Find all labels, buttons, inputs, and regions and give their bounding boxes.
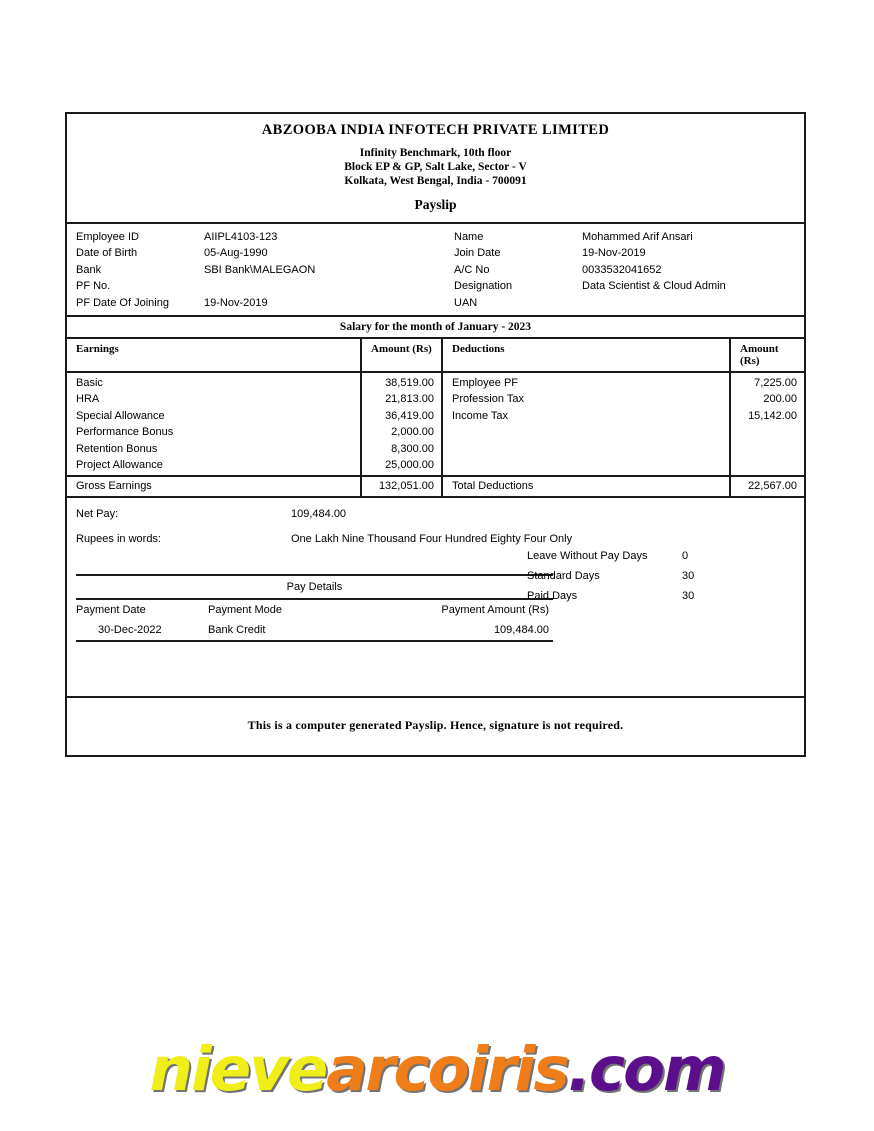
uan-value	[573, 295, 804, 311]
pf-number-value	[195, 278, 445, 294]
watermark-part-com: .com	[567, 1034, 725, 1105]
pay-details-section	[76, 574, 553, 642]
employee-details-block	[67, 222, 804, 315]
account-number-value: 0033532041652	[582, 263, 662, 276]
earning-label: Project Allowance	[76, 459, 163, 472]
rupees-in-words-value: One Lakh Nine Thousand Four Hundred Eighty Four Only	[291, 533, 573, 546]
payment-amount-value: 109,484.00	[493, 624, 549, 637]
rupees-in-words-label: Rupees in words:	[76, 533, 161, 546]
column-header-payment-date: Payment Date	[76, 604, 146, 617]
pf-date-of-joining-value: 19-Nov-2019	[204, 296, 268, 309]
column-header-payment-mode: Payment Mode	[208, 604, 282, 617]
payment-mode-value: Bank Credit	[208, 624, 266, 637]
deductions-labels-cell	[442, 372, 730, 476]
payment-date-value: 30-Dec-2022	[98, 624, 162, 637]
footer-note: This is a computer generated Payslip. Hence, signature is not required.	[67, 696, 804, 755]
net-pay-label: Net Pay:	[76, 508, 119, 521]
earning-label: Basic	[76, 377, 103, 390]
company-address-line-1: Infinity Benchmark, 10th floor	[359, 147, 512, 159]
standard-days-label: Standard Days	[527, 570, 600, 583]
column-header-deductions: Deductions	[442, 339, 730, 372]
payslip-document	[65, 112, 806, 757]
join-date-value: 19-Nov-2019	[582, 247, 646, 260]
pay-details-title: Pay Details	[286, 581, 343, 594]
uan-label: UAN	[454, 296, 478, 309]
totals-row	[67, 476, 804, 496]
earning-label: Retention Bonus	[76, 442, 158, 455]
company-address-line-2: Block EP & GP, Salt Lake, Sector - V	[344, 161, 527, 173]
document-title: Payslip	[414, 197, 457, 212]
salary-month-band: Salary for the month of January - 2023	[67, 315, 804, 339]
designation-label: Designation	[454, 280, 513, 293]
earning-label: HRA	[76, 393, 100, 406]
leave-days-section	[527, 546, 787, 606]
earnings-deductions-table	[67, 339, 804, 496]
earning-amount: 21,813.00	[385, 393, 434, 406]
pf-date-of-joining-label: PF Date Of Joining	[76, 296, 169, 309]
gross-earnings-label: Gross Earnings	[67, 476, 361, 496]
paid-days-label: Paid Days	[527, 590, 578, 603]
deductions-amounts-cell	[730, 372, 804, 476]
net-pay-row	[67, 504, 804, 524]
employee-details-grid	[67, 229, 804, 311]
account-number-label: A/C No	[454, 263, 490, 276]
column-header-deductions-amount: Amount (Rs)	[730, 339, 804, 372]
earning-label: Special Allowance	[76, 409, 165, 422]
earning-label: Performance Bonus	[76, 426, 174, 439]
name-value: Mohammed Arif Ansari	[582, 231, 693, 243]
column-header-payment-amount: Payment Amount (Rs)	[441, 604, 549, 617]
earning-amount: 25,000.00	[385, 459, 434, 472]
company-header	[67, 114, 804, 222]
table-header-row	[67, 339, 804, 372]
pay-details-header-row	[76, 600, 553, 620]
earnings-amounts-cell	[361, 372, 442, 476]
deduction-label: Profession Tax	[452, 393, 524, 406]
earning-amount: 2,000.00	[391, 426, 434, 439]
paid-days-value: 30	[682, 590, 695, 603]
watermark-part-nieve: nieve	[149, 1034, 327, 1105]
watermark-part-arcoiris: arcoiris	[326, 1034, 568, 1105]
name-label: Name	[454, 231, 484, 243]
site-watermark	[0, 1034, 874, 1105]
column-header-earnings-amount: Amount (Rs)	[361, 339, 442, 372]
pay-details-row	[76, 620, 553, 640]
earning-amount: 36,419.00	[385, 409, 434, 422]
designation-value: Data Scientist & Cloud Admin	[582, 280, 726, 293]
join-date-label: Join Date	[454, 247, 501, 260]
earning-amount: 8,300.00	[391, 442, 434, 455]
employee-id-value: AIIPL4103-123	[204, 231, 278, 243]
pay-details-bottom-rule	[76, 640, 553, 642]
earning-amount: 38,519.00	[385, 377, 434, 390]
company-address-line-3: Kolkata, West Bengal, India - 700091	[344, 175, 527, 187]
earnings-labels-cell	[67, 372, 361, 476]
leave-without-pay-days-value: 0	[682, 550, 689, 563]
gross-earnings-amount: 132,051.00	[361, 476, 442, 496]
net-pay-block	[67, 496, 804, 696]
table-body-row	[67, 372, 804, 476]
deduction-label: Employee PF	[452, 377, 519, 390]
date-of-birth-label: Date of Birth	[76, 247, 138, 260]
leave-days-grid	[527, 546, 787, 606]
date-of-birth-value: 05-Aug-1990	[204, 247, 268, 260]
total-deductions-amount: 22,567.00	[730, 476, 804, 496]
column-header-earnings: Earnings	[67, 339, 361, 372]
total-deductions-label: Total Deductions	[442, 476, 730, 496]
bank-label: Bank	[76, 263, 102, 276]
deduction-amount: 200.00	[763, 393, 797, 406]
bank-value: SBI Bank\MALEGAON	[204, 263, 316, 276]
deduction-label: Income Tax	[452, 409, 509, 422]
leave-without-pay-days-label: Leave Without Pay Days	[527, 550, 648, 563]
standard-days-value: 30	[682, 570, 695, 583]
net-pay-value: 109,484.00	[291, 508, 347, 521]
pf-number-label: PF No.	[76, 280, 111, 293]
deduction-amount: 7,225.00	[754, 377, 797, 390]
employee-id-label: Employee ID	[76, 231, 139, 243]
company-name: ABZOOBA INDIA INFOTECH PRIVATE LIMITED	[261, 122, 610, 138]
deduction-amount: 15,142.00	[748, 409, 797, 422]
pay-details-table	[76, 600, 553, 640]
